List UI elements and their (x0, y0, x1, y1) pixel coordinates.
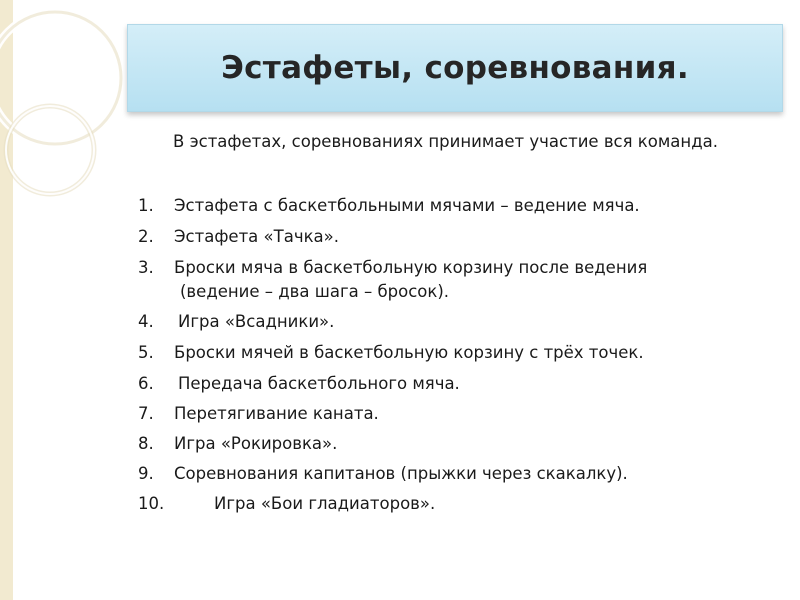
item-number: 5. (138, 343, 154, 362)
item-text: Перетягивание каната. (174, 404, 379, 423)
title-banner (127, 24, 783, 112)
item-text-continuation: (ведение – два шага – бросок). (180, 282, 450, 301)
item-number: 7. (138, 404, 154, 423)
item-number: 10. (138, 494, 165, 513)
item-text: Передача баскетбольного мяча. (178, 374, 460, 393)
item-number: 3. (138, 258, 154, 277)
item-text: Броски мяча в баскетбольную корзину после ведения (174, 258, 648, 277)
item-number: 6. (138, 374, 154, 393)
page-title: Эстафеты, соревнования. (221, 50, 689, 86)
item-text: Игра «Рокировка». (174, 434, 338, 453)
item-text: Броски мячей в баскетбольную корзину с трёх точек. (174, 343, 644, 362)
intro-text: В эстафетах, соревнованиях принимает участие вся команда. (173, 132, 718, 151)
item-number: 1. (138, 196, 154, 215)
item-text: Игра «Всадники». (178, 312, 335, 331)
item-text: Эстафета «Тачка». (174, 227, 339, 246)
item-text: Эстафета с баскетбольными мячами – ведение мяча. (174, 196, 640, 215)
item-text: Соревнования капитанов (прыжки через скакалку). (174, 464, 628, 483)
item-number: 4. (138, 312, 154, 331)
item-number: 9. (138, 464, 154, 483)
item-text: Игра «Бои гладиаторов». (214, 494, 436, 513)
item-number: 2. (138, 227, 154, 246)
item-number: 8. (138, 434, 154, 453)
